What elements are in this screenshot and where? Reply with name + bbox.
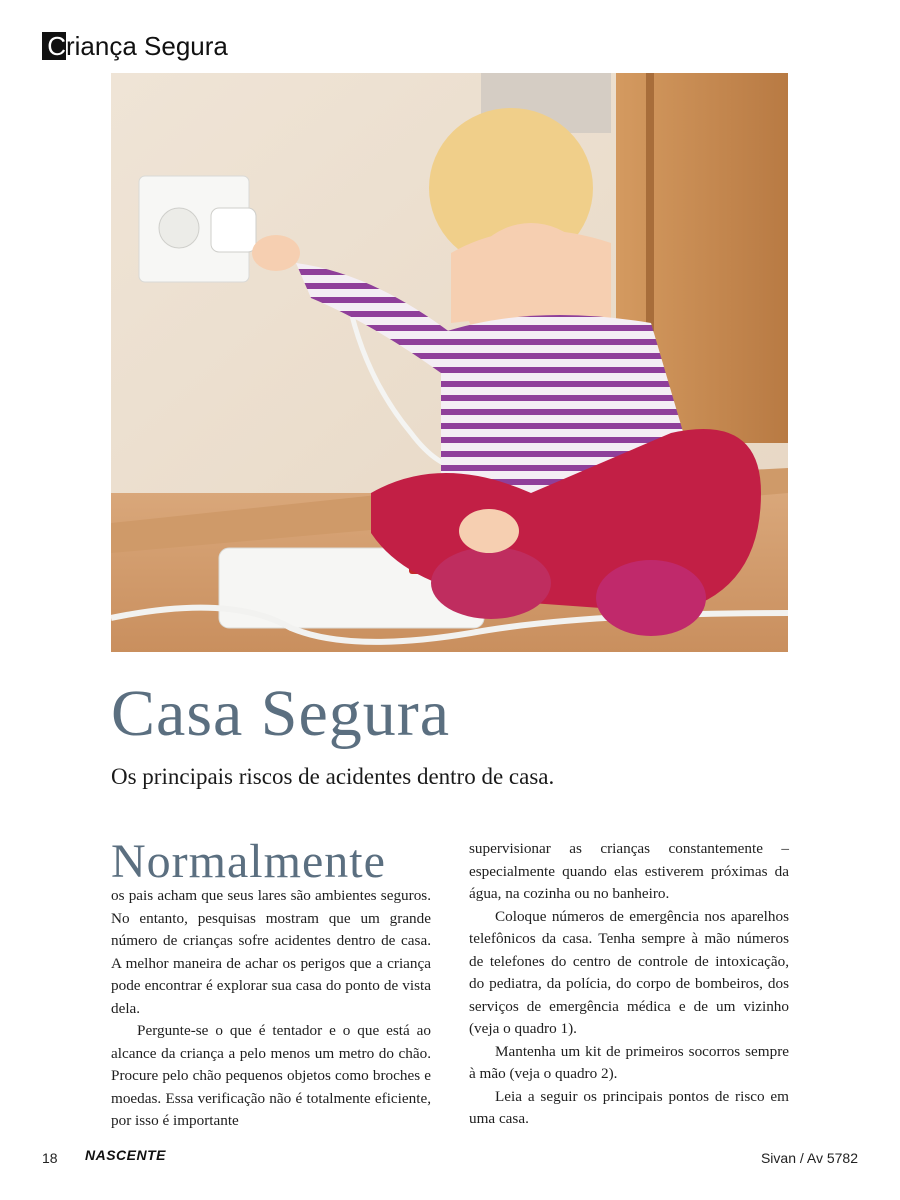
issue-label: Sivan / Av 5782 xyxy=(760,1150,858,1166)
hero-photo xyxy=(111,73,788,652)
child-outlet-illustration xyxy=(111,73,788,652)
text-column-right xyxy=(469,838,789,1131)
section-initial-box: C xyxy=(42,32,66,60)
paragraph: Mantenha um kit de primeiros socorros sempre à mão (veja o quadro 2). xyxy=(469,1042,789,1082)
paragraph: Coloque números de emergência nos aparelhos telefônicos da casa. Tenha sempre à mão números de telefones do centro de controle de intoxicação, do pediatra, da polícia, do corpo de bombeiros, dos serviços de emergência médica e de um vizinho (veja o quadro 1). xyxy=(469,907,789,1037)
paragraph: supervisionar as crianças constantemente – especialmente quando elas estiverem próximas da água, na cozinha ou no banheiro. xyxy=(469,840,789,902)
text-column-left xyxy=(111,835,431,1133)
paragraph: Leia a seguir os principais pontos de risco em uma casa. xyxy=(469,1087,789,1127)
section-header xyxy=(42,31,228,61)
magazine-logo: NASCENTE xyxy=(85,1147,167,1163)
article-subtitle: Os principais riscos de acidentes dentro de casa. xyxy=(111,764,555,789)
paragraph: os pais acham que seus lares são ambientes seguros. No entanto, pesquisas mostram que um grande número de crianças sofre acidentes dentro de casa. A melhor maneira de achar os perigos que a criança pode encontrar é explorar sua casa do ponto de vista dela. xyxy=(111,887,431,1017)
page-number: 18 xyxy=(42,1150,58,1166)
section-title: riança Segura xyxy=(66,31,228,61)
article-title: Casa Segura xyxy=(111,677,451,750)
paragraph: Pergunte-se o que é tentador e o que está ao alcance da criança a pelo menos um metro do chão. Procure pelo chão pequenos objetos como broches e moedas. Essa verificação não é totalmente eficiente, por isso é importante xyxy=(111,1022,431,1129)
lead-word: Normalmente xyxy=(111,835,386,888)
